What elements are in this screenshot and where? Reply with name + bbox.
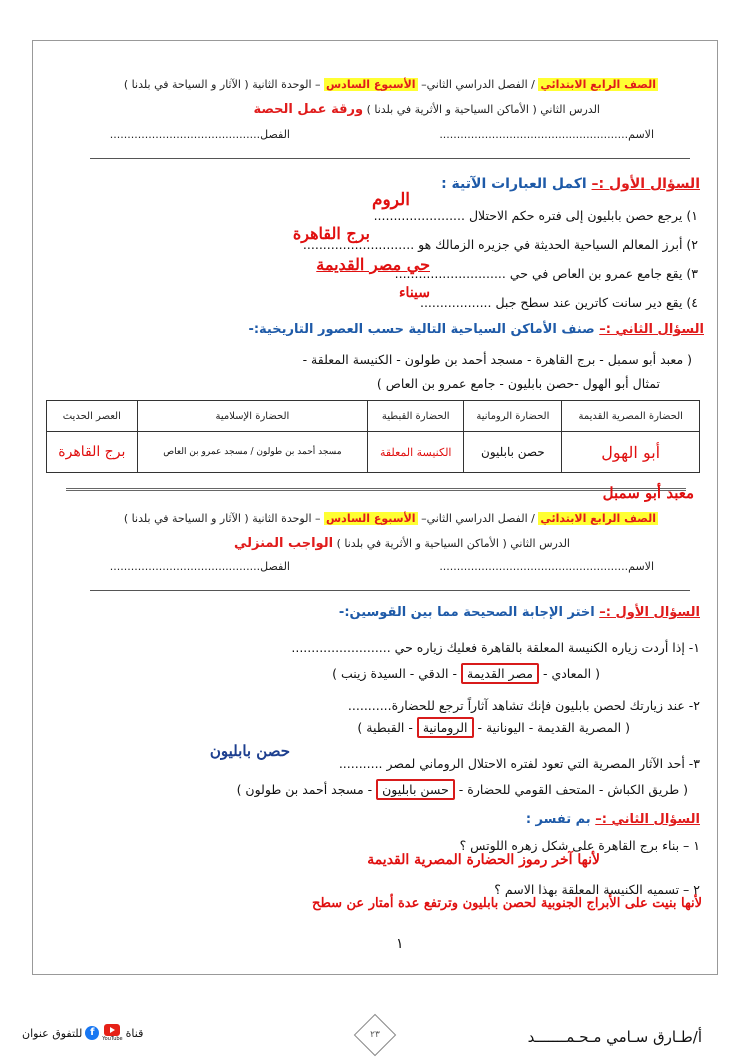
- ws2-name-field: الاسم......................................................: [439, 560, 654, 573]
- ws2-q1-written-answer: حصن بابليون: [209, 742, 290, 760]
- ws1-sep: /: [531, 78, 535, 91]
- table-header-cell: الحضارة الإسلامية: [137, 401, 367, 432]
- ws1-q1-title: [441, 176, 700, 192]
- ws1-q2-list-line2: تمثال أبو الهول -حصن بابليون - جامع عمرو بن العاص ): [376, 376, 660, 391]
- ws2-q2-answer-2: لأنها بنيت على الأبراج الجنوبية لحصن بابليون وترتفع عدة أمتار عن سطح: [312, 896, 702, 911]
- worksheet-cut-line: [66, 488, 686, 491]
- selected-option: الرومانية: [417, 717, 474, 738]
- ws2-header-line2: [234, 536, 570, 551]
- ws1-q1-label: السؤال الأول :–: [591, 176, 700, 192]
- ws1-q2-list-line1: ( معبد أبو سمبل - برج القاهرة - مسجد أحمد بن طولون - الكنيسة المعلقة -: [302, 352, 692, 367]
- ws2-q2-answer-1: لأنها آخر رموز الحضارة المصرية القديمة: [367, 852, 600, 868]
- ws1-sheet-type: ورقة عمل الحصة: [253, 102, 364, 117]
- ws2-divider: [90, 590, 690, 591]
- book-page-number: ٢٣: [370, 1030, 380, 1040]
- table-row: [47, 432, 700, 473]
- ws2-class-field: الفصل...........................................: [109, 560, 290, 573]
- ws1-q1-answer-3: حي مصر القديمة: [316, 255, 430, 274]
- ws2-q2-title: [526, 812, 700, 827]
- ws1-name-field: الاسم......................................................: [439, 128, 654, 141]
- ws1-lesson: الدرس الثاني ( الأماكن السياحية و الأثرية في بلدنا ): [366, 103, 600, 116]
- selected-option: مصر القديمة: [461, 663, 539, 684]
- option-text: ( المعادي -: [542, 666, 600, 681]
- ws2-q2-label: السؤال الثاني :–: [595, 812, 700, 827]
- ws2-sheet-type: الواجب المنزلي: [233, 536, 334, 551]
- youtube-wordmark: YouTube: [102, 1036, 123, 1042]
- ws1-q1-item-1: ١) يرجع حصن بابليون إلى فتره حكم الاحتلال .......................: [373, 208, 698, 223]
- ws1-class-field: الفصل...........................................: [109, 128, 290, 141]
- option-text: - الدقي - السيدة زينب ): [332, 666, 458, 681]
- ws2-q1-options-2: [357, 720, 630, 735]
- ws1-q2-title: [248, 322, 704, 337]
- ws1-grade: الصف الرابع الابتدائي: [540, 78, 656, 91]
- ws2-header-line1: [124, 512, 658, 525]
- table-header-cell: الحضارة الرومانية: [464, 401, 562, 432]
- table-header-cell: الحضارة القبطية: [368, 401, 464, 432]
- ws1-q2-instruction: صنف الأماكن السياحية التالية حسب العصور التاريخية:-: [248, 322, 595, 337]
- ws2-lesson: الدرس الثاني ( الأماكن السياحية و الأثرية في بلدنا ): [336, 537, 570, 550]
- ws1-q1-item-2: ٢) أبرز المعالم السياحية الحديثة في جزيره الزمالك هو ............................: [302, 237, 698, 252]
- ws1-q2-label: السؤال الثاني :–: [599, 322, 704, 337]
- ws2-q1-title: [339, 605, 700, 620]
- ws1-header-line1: [124, 78, 658, 91]
- ws2-q1-label: السؤال الأول :–: [599, 605, 700, 620]
- table-header-cell: العصر الحديث: [47, 401, 138, 432]
- ws2-q1-item-2: ٢- عند زيارتك لحصن بابليون فإنك تشاهد آثاراً ترجع للحضارة...........: [347, 698, 700, 713]
- ws1-header-line2: [253, 102, 600, 117]
- ws2-q2-instruction: بم تفسر :: [525, 812, 591, 827]
- author-name: أ/طـارق سـامي مـحـمـــــــد: [527, 1028, 702, 1046]
- ws2-q1-instruction: اختر الإجابة الصحيحة مما بين القوسين:-: [338, 605, 595, 620]
- ws2-sep: /: [531, 512, 535, 525]
- table-cell-answer: أبو الهول: [562, 432, 700, 473]
- ws2-week: الأسبوع السادس: [326, 512, 416, 525]
- book-page-emblem: [354, 1014, 396, 1056]
- table-header-row: [47, 401, 700, 432]
- ws1-q1-item-3: ٣) يقع جامع عمرو بن العاص في حي ............................: [394, 266, 698, 281]
- ws2-q2-item-1: ١ – بناء برج القاهرة على شكل زهره اللوتس ؟: [459, 838, 700, 853]
- option-text: - مسجد أحمد بن طولون ): [236, 782, 373, 797]
- channel-name: للتفوق عنوان: [22, 1026, 83, 1040]
- option-text: - القبطية ): [357, 720, 413, 735]
- youtube-logo-mark: [104, 1024, 120, 1036]
- ws2-term: الفصل الدراسي الثاني–: [421, 512, 528, 525]
- ws2-q1-item-1: ١- إذا أردت زياره الكنيسة المعلقة بالقاهرة فعليك زياره حي .........................: [291, 640, 700, 655]
- table-cell-answer: برج القاهرة: [47, 432, 138, 473]
- selected-option: حسن بابليون: [376, 779, 455, 800]
- ws2-q2-item-2: ٢ – تسميه الكنيسة المعلقة بهذا الاسم ؟: [494, 882, 700, 897]
- option-text: ( طريق الكباش - المتحف القومي للحضارة -: [458, 782, 688, 797]
- ws1-term: الفصل الدراسي الثاني–: [421, 78, 528, 91]
- ws1-q1-answer-1: الروم: [371, 190, 410, 210]
- option-text: ( المصرية القديمة - اليونانية -: [477, 720, 630, 735]
- page-number: ١: [396, 936, 404, 952]
- ws2-unit: – الوحدة الثانية ( الآثار و السياحة في بلدنا ): [123, 512, 321, 525]
- ws1-divider: [90, 158, 690, 159]
- table-cell-answer: حصن بابليون: [464, 432, 562, 473]
- ws1-unit: – الوحدة الثانية ( الآثار و السياحة في بلدنا ): [123, 78, 321, 91]
- ws2-grade: الصف الرابع الابتدائي: [540, 512, 656, 525]
- youtube-icon: [102, 1024, 122, 1042]
- ws1-q1-answer-4: سيناء: [398, 285, 430, 301]
- ws2-q1-item-3: ٣- أحد الآثار المصرية التي تعود لفتره الاحتلال الروماني لمصر ...........: [338, 756, 700, 771]
- ws1-week: الأسبوع السادس: [326, 78, 416, 91]
- table-header-cell: الحضارة المصرية القديمة: [562, 401, 700, 432]
- ws1-q1-instruction: اكمل العبارات الآتية :: [441, 176, 587, 192]
- ws2-q1-options-1: [332, 666, 600, 681]
- channel-credit: [22, 1024, 143, 1042]
- facebook-icon: f: [85, 1026, 99, 1040]
- ws1-extra-answer: معبد أبو سمبل: [602, 484, 694, 502]
- table-cell-answer: الكنيسة المعلقة: [368, 432, 464, 473]
- ws1-q1-answer-2: برج القاهرة: [292, 224, 370, 243]
- table-cell-answer: مسجد أحمد بن طولون / مسجد عمرو بن العاص: [137, 432, 367, 473]
- channel-label: قناة: [125, 1026, 144, 1040]
- ws1-q1-item-4: ٤) يقع دير سانت كاترين عند سطح جبل ..................: [419, 295, 698, 310]
- civilizations-table: [46, 400, 700, 473]
- ws2-q1-options-3: [237, 782, 688, 797]
